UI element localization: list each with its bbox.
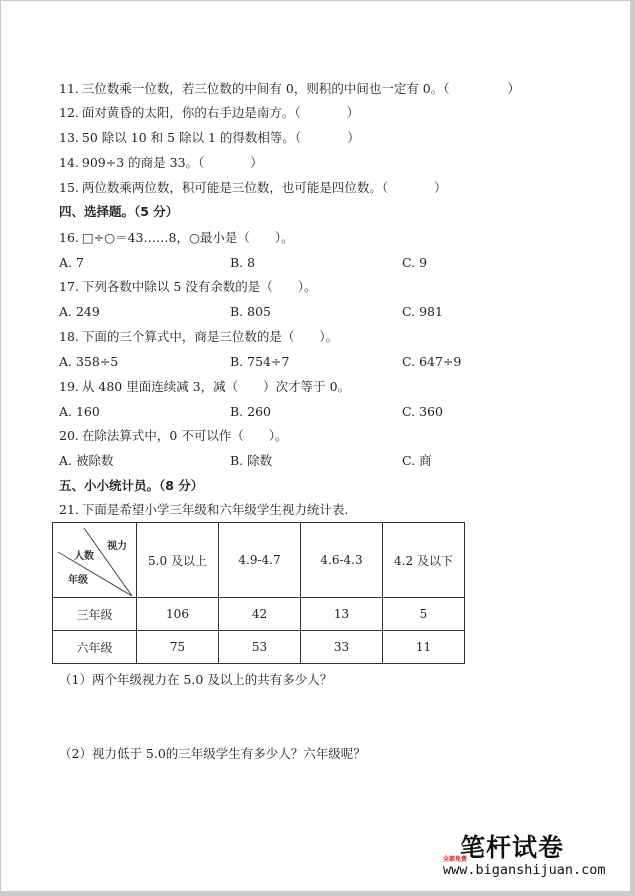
row-label: 六年级	[53, 631, 137, 664]
option-18-c[interactable]: C. 647÷9	[402, 354, 462, 369]
option-17-a[interactable]: A. 249	[59, 304, 100, 319]
option-19-a[interactable]: A. 160	[59, 404, 100, 419]
option-20-a[interactable]: A. 被除数	[59, 453, 114, 468]
option-17-b[interactable]: B. 805	[230, 304, 271, 319]
question-13: 13. 50 除以 10 和 5 除以 1 的得数相等。（ ）	[59, 130, 360, 145]
watermark-free-label: 全部免费	[443, 856, 468, 863]
question-11: 11. 三位数乘一位数，若三位数的中间有 0，则积的中间也一定有 0。（ ）	[59, 81, 521, 96]
table-cell: 11	[383, 631, 465, 664]
option-16-a[interactable]: A. 7	[59, 255, 84, 270]
table-cell: 33	[301, 631, 383, 664]
table-cell: 42	[219, 598, 301, 631]
sub-question-2: （2）视力低于 5.0的三年级学生有多少人？六年级呢？	[59, 746, 366, 761]
watermark-url: www.biganshijuan.com	[443, 862, 606, 878]
section-4-title: 四、选择题。（5 分）	[59, 204, 179, 219]
table-row	[53, 631, 465, 664]
option-18-b[interactable]: B. 754÷7	[230, 354, 290, 369]
option-19-b[interactable]: B. 260	[230, 404, 271, 419]
row-label: 三年级	[53, 598, 137, 631]
question-19: 19. 从 480 里面连续减 3，减（ ）次才等于 0。	[59, 379, 351, 394]
page-shadow-bottom	[0, 891, 635, 896]
column-header: 4.6-4.3	[301, 523, 383, 598]
question-16: 16. □÷○＝43……8，○最小是（ ）。	[59, 230, 294, 245]
table-cell: 13	[301, 598, 383, 631]
table-row	[53, 598, 465, 631]
table-cell: 106	[137, 598, 219, 631]
option-16-b[interactable]: B. 8	[230, 255, 256, 270]
column-header: 5.0 及以上	[137, 523, 219, 598]
option-19-c[interactable]: C. 360	[402, 404, 443, 419]
option-20-c[interactable]: C. 商	[402, 453, 432, 468]
option-18-a[interactable]: A. 358÷5	[59, 354, 119, 369]
section-5-title: 五、小小统计员。（8 分）	[59, 478, 204, 493]
option-16-c[interactable]: C. 9	[402, 255, 428, 270]
diagonal-lines-icon	[53, 523, 136, 597]
table-cell: 53	[219, 631, 301, 664]
option-20-b[interactable]: B. 除数	[230, 453, 273, 468]
question-18: 18. 下面的三个算式中，商是三位数的是（ ）。	[59, 329, 339, 344]
corner-label-grade: 年级	[68, 575, 88, 586]
table-cell: 5	[383, 598, 465, 631]
question-17: 17. 下列各数中除以 5 没有余数的是（ ）。	[59, 279, 317, 294]
column-header: 4.2 及以下	[383, 523, 465, 598]
question-21: 21. 下面是希望小学三年级和六年级学生视力统计表.	[59, 502, 349, 517]
sub-question-1: （1）两个年级视力在 5.0 及以上的共有多少人？	[59, 672, 333, 687]
table-header-row	[53, 523, 465, 598]
question-12: 12. 面对黄昏的太阳，你的右手边是南方。（ ）	[59, 105, 360, 120]
question-14: 14. 909÷3 的商是 33。（ ）	[59, 155, 263, 170]
question-15: 15. 两位数乘两位数，积可能是三位数，也可能是四位数。（ ）	[59, 180, 447, 195]
vision-stats-table	[52, 522, 465, 664]
table-cell: 75	[137, 631, 219, 664]
corner-label-vision: 视力	[107, 541, 127, 552]
column-header: 4.9-4.7	[219, 523, 301, 598]
option-17-c[interactable]: C. 981	[402, 304, 443, 319]
corner-label-count: 人数	[74, 551, 94, 562]
question-20: 20. 在除法算式中，0 不可以作（ ）。	[59, 428, 288, 443]
page-shadow-right	[630, 0, 635, 896]
watermark-brand: 笔杆试卷	[460, 833, 565, 862]
table-corner-cell	[53, 523, 137, 598]
